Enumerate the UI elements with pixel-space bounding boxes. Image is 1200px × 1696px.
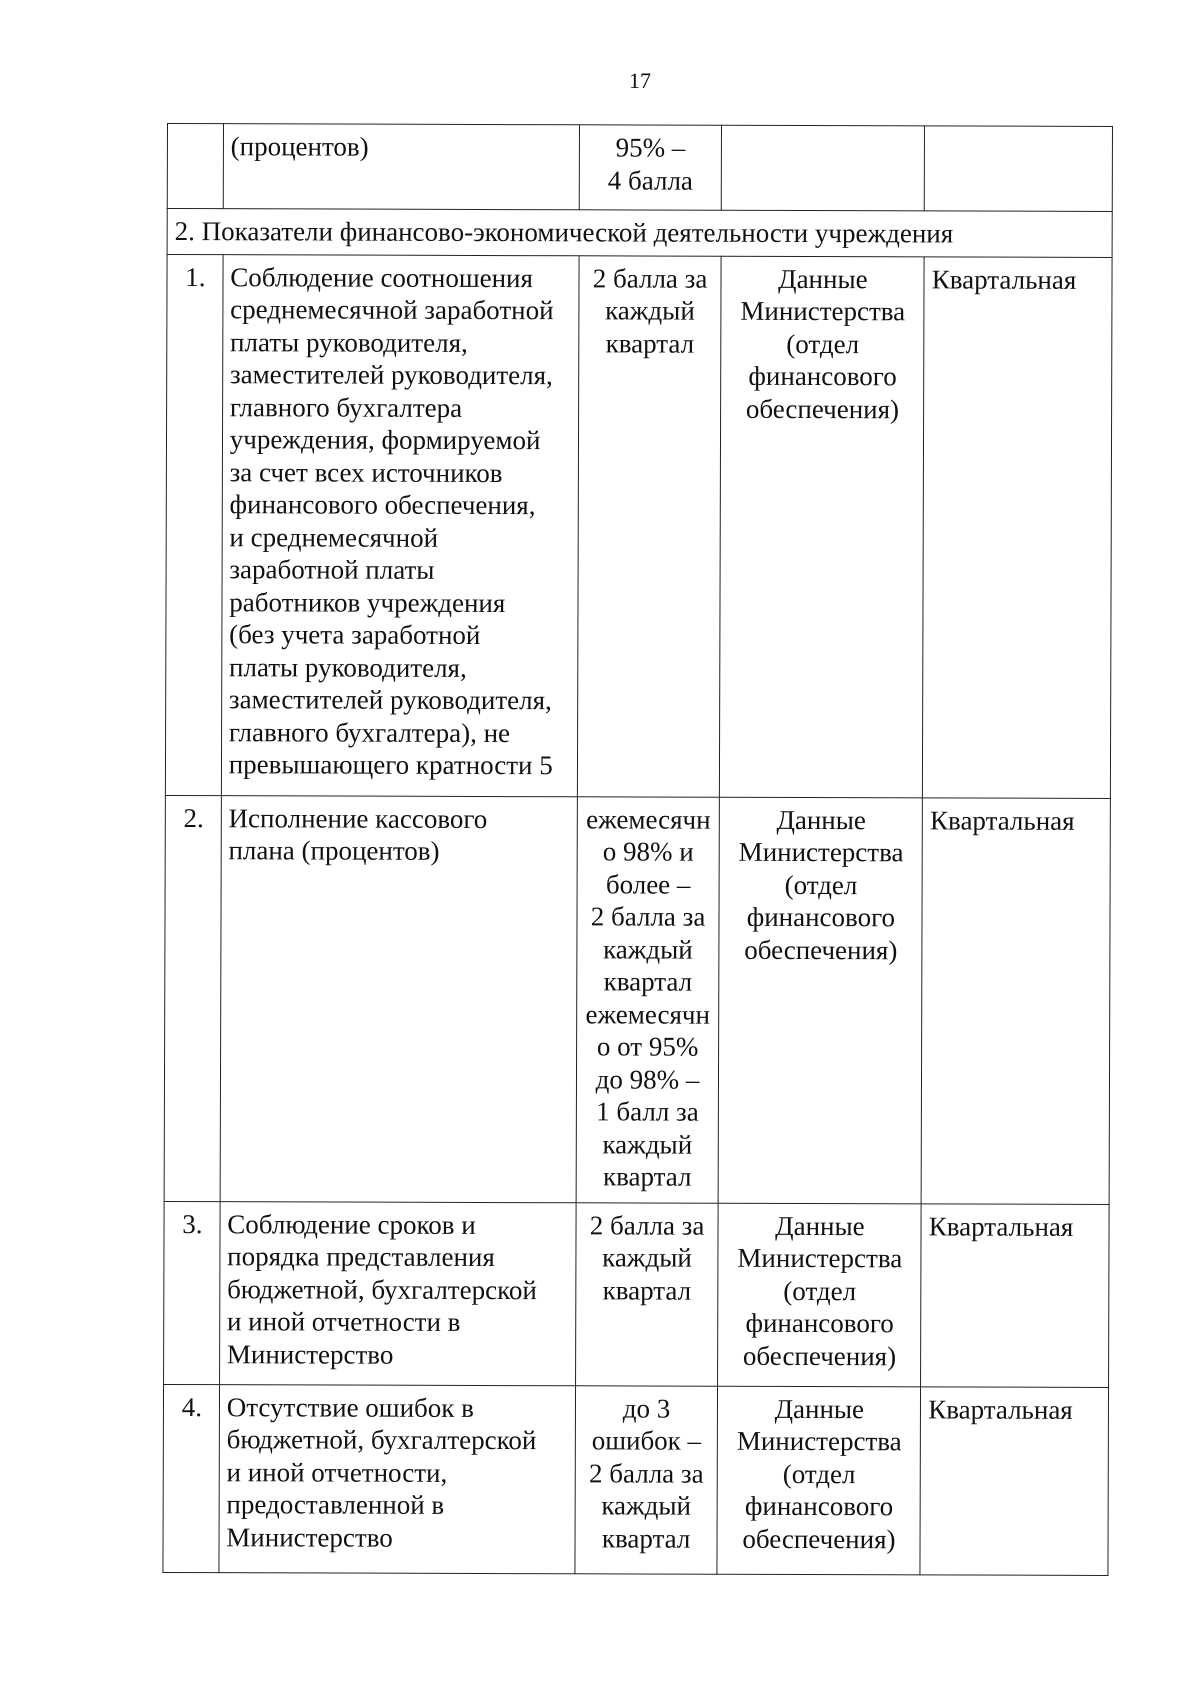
indicator-line: предоставленной в: [226, 1489, 445, 1520]
indicator-line: главного бухгалтера: [229, 391, 463, 423]
source-line: финансового: [744, 1490, 894, 1522]
indicator-line: бюджетной, бухгалтерской: [226, 1424, 537, 1456]
source-line: финансового: [746, 901, 896, 933]
score-cell: [576, 796, 719, 1202]
score-line: 4 балла: [607, 164, 693, 196]
indicator-line: платы руководителя,: [229, 651, 467, 683]
table-row-continuation: [167, 124, 1112, 212]
score-line: квартал: [605, 327, 695, 359]
score-line: ошибок –: [591, 1425, 702, 1456]
score-line: 95% –: [615, 132, 686, 163]
page-number: 17: [629, 68, 651, 93]
score-cell: [575, 1202, 718, 1385]
indicator-line: и иной отчетности в: [226, 1306, 461, 1337]
indicator-line: порядка представления: [227, 1241, 495, 1273]
score-line: каждый: [605, 295, 695, 326]
source-line: обеспечения): [744, 934, 898, 965]
indicator-line: Исполнение кассового: [228, 802, 488, 834]
source-line: обеспечения): [742, 1340, 897, 1371]
indicator-line: Министерство: [226, 1521, 393, 1553]
source-line: финансового: [745, 1307, 894, 1339]
source-line: (отдел: [786, 328, 860, 359]
indicator-line: заработной платы: [229, 554, 435, 585]
source-line: обеспечения): [742, 1523, 896, 1554]
indicator-name-cell: [223, 124, 579, 210]
indicator-line: и иной отчетности,: [226, 1456, 448, 1488]
source-line: Министерства: [738, 836, 904, 868]
period-cell: [924, 126, 1112, 212]
score-cell: [577, 255, 721, 796]
indicator-line: главного бухгалтера), не: [228, 716, 511, 748]
indicator-line: финансового обеспечения,: [229, 489, 536, 521]
score-line: ежемесячн: [585, 998, 711, 1030]
source-line: Данные: [778, 263, 868, 294]
row-number: 2.: [164, 795, 221, 1201]
table-row: [164, 1201, 1110, 1387]
number-cell: [167, 124, 223, 209]
indicator-line: бюджетной, бухгалтерской: [227, 1273, 537, 1305]
source-cell: [721, 125, 925, 211]
section-header-row: [167, 209, 1112, 257]
indicator-line: (без учета заработной: [229, 619, 481, 650]
score-line: о 98% и: [602, 836, 694, 867]
indicator-line: Соблюдение соотношения: [230, 261, 534, 293]
source-cell: [719, 256, 924, 798]
section-title: 2. Показатели финансово-экономической деятельности учреждения: [167, 209, 1112, 257]
source-line: Министерства: [740, 295, 906, 327]
period-cell: Квартальная: [921, 797, 1110, 1204]
indicator-line: плана (процентов): [228, 835, 440, 866]
score-line: 1 балл за: [596, 1096, 699, 1127]
indicator-name-cell: [220, 795, 577, 1202]
row-number: 3.: [164, 1201, 220, 1384]
source-line: Данные: [774, 1393, 865, 1424]
indicator-name: (процентов): [230, 131, 369, 162]
score-line: 2 балла за: [590, 901, 706, 932]
score-line: ежемесячн: [586, 803, 711, 835]
table-row: [164, 795, 1110, 1204]
score-cell: [579, 125, 721, 210]
indicator-line: учреждения, формируемой: [229, 424, 541, 456]
indicator-line: работников учреждения: [229, 586, 506, 618]
indicator-line: платы руководителя,: [230, 326, 468, 358]
score-line: 2 балла за: [592, 262, 708, 294]
source-line: финансового: [748, 360, 897, 392]
score-line: каждый: [603, 933, 693, 965]
score-line: до 98% –: [595, 1063, 700, 1095]
score-line: каждый: [601, 1490, 692, 1521]
indicator-line: и среднемесячной: [229, 521, 439, 553]
source-line: Данные: [776, 804, 866, 835]
score-line: каждый: [602, 1242, 692, 1273]
criteria-table: [162, 123, 1113, 1575]
score-line: квартал: [602, 1161, 692, 1192]
source-cell: [716, 1386, 920, 1575]
table-row: [163, 1384, 1109, 1575]
score-line: квартал: [603, 966, 693, 997]
score-line: каждый: [602, 1128, 693, 1160]
source-line: Министерства: [736, 1425, 902, 1457]
indicator-line: заместителей руководителя,: [229, 359, 553, 391]
score-line: 2 балла за: [588, 1457, 704, 1489]
score-line: до 3: [622, 1392, 671, 1424]
indicator-line: среднемесячной заработной: [230, 294, 554, 326]
period-cell: Квартальная: [923, 256, 1112, 798]
indicator-line: Отсутствие ошибок в: [226, 1391, 474, 1423]
score-cell: [575, 1385, 718, 1573]
source-line: (отдел: [782, 1458, 856, 1489]
source-line: обеспечения): [745, 393, 900, 424]
indicator-line: заместителей руководителя,: [228, 684, 552, 716]
score-line: о от 95%: [596, 1031, 699, 1062]
source-line: Министерства: [737, 1242, 903, 1274]
source-line: (отдел: [784, 869, 858, 900]
indicator-line: Соблюдение сроков и: [227, 1208, 476, 1240]
score-line: квартал: [602, 1274, 692, 1306]
period-cell: Квартальная: [920, 1386, 1108, 1575]
indicator-name-cell: [219, 1384, 575, 1573]
period-cell: Квартальная: [921, 1203, 1109, 1387]
row-number: 4.: [163, 1384, 219, 1572]
table-row: [165, 254, 1112, 798]
score-line: квартал: [601, 1522, 691, 1554]
score-line: 2 балла за: [589, 1209, 705, 1241]
indicator-line: превышающего кратности 5: [228, 749, 553, 781]
source-line: Данные: [775, 1210, 865, 1241]
source-cell: [718, 797, 923, 1204]
source-cell: [717, 1203, 921, 1387]
indicator-line: за счет всех источников: [229, 456, 503, 488]
indicator-line: Министерство: [226, 1338, 394, 1370]
indicator-name-cell: [221, 254, 579, 796]
source-line: (отдел: [783, 1275, 857, 1306]
indicator-name-cell: [219, 1201, 575, 1385]
score-line: более –: [605, 868, 691, 900]
row-number: 1.: [165, 254, 222, 795]
